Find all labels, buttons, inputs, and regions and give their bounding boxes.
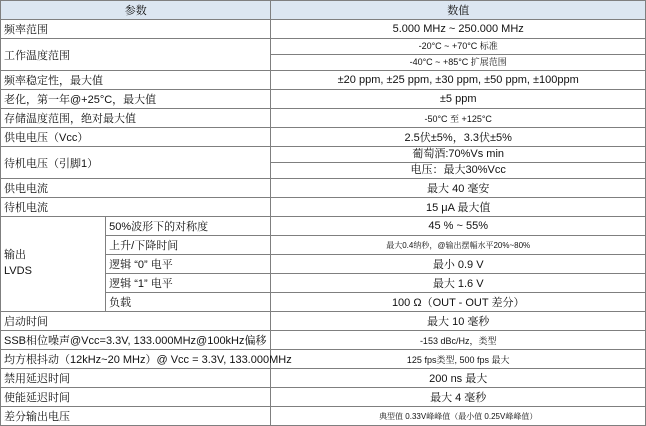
table-header-row [1,1,646,20]
row-value: 125 fps类型, 500 fps 最大 [271,350,646,369]
row-param-label: 使能延迟时间 [1,388,271,407]
table-row [1,128,646,147]
row-value: 最大 1.6 V [271,274,646,293]
row-param-label: 频率范围 [1,20,271,39]
row-value-line: 葡萄酒:70%Vs min [271,147,645,163]
table-row [1,71,646,90]
lvds-label: LVDS [4,265,32,277]
row-sub-label: 50%波形下的对称度 [106,217,271,236]
table-row [1,20,646,39]
row-param-label: 差分输出电压 [1,407,271,426]
row-value: -153 dBc/Hz，类型 [271,331,646,350]
row-sub-label: 负载 [106,293,271,312]
row-param-label: 存储温度范围，绝对最大值 [1,109,271,128]
row-value-stack [271,39,646,71]
table-header-param: 参数 [1,1,271,20]
table-row [1,388,646,407]
row-value: 200 ns 最大 [271,369,646,388]
row-param-label: SSB相位噪声@Vcc=3.3V, 133.000MHz@100kHz偏移 [1,331,271,350]
row-sub-label: 上升/下降时间 [106,236,271,255]
table-row [1,147,646,179]
row-param-label-output [1,217,106,312]
row-sub-label: 逻辑 “1” 电平 [106,274,271,293]
table-row [1,369,646,388]
row-value: 最小 0.9 V [271,255,646,274]
row-value: 100 Ω（OUT - OUT 差分） [271,293,646,312]
row-value: 最大0.4纳秒，@输出摆幅水平20%~80% [271,236,646,255]
table-row [1,312,646,331]
table-row [1,217,646,236]
row-value-line: -40°C ~ +85°C 扩展范围 [409,57,507,67]
row-sub-label: 逻辑 “0” 电平 [106,255,271,274]
row-param-label: 待机电压（引脚1） [1,147,271,179]
table-row [1,198,646,217]
output-label: 输出 [4,249,26,262]
row-param-label: 工作温度范围 [1,39,271,71]
row-value: 45 % ~ 55% [271,217,646,236]
row-param-label: 待机电流 [1,198,271,217]
row-param-label: 供电电压（Vcc） [1,128,271,147]
row-param-label: 频率稳定性，最大值 [1,71,271,90]
row-value-line: -20°C ~ +70°C 标准 [271,39,645,55]
table-row [1,407,646,426]
table-row [1,350,646,369]
row-param-label: 禁用延迟时间 [1,369,271,388]
row-value: -50°C 至 +125°C [271,109,646,128]
row-value: ±5 ppm [271,90,646,109]
table-row [1,331,646,350]
row-value: 最大 4 毫秒 [271,388,646,407]
row-param-label: 老化，第一年@+25°C，最大值 [1,90,271,109]
row-value: 最大 40 毫安 [271,179,646,198]
table-row [1,179,646,198]
row-value: 15 μA 最大值 [271,198,646,217]
row-value: 2.5伏±5%，3.3伏±5% [271,128,646,147]
table-row [1,39,646,71]
row-value: 5.000 MHz ~ 250.000 MHz [271,20,646,39]
row-value: 最大 10 毫秒 [271,312,646,331]
row-param-label: 启动时间 [1,312,271,331]
row-param-label: 均方根抖动（12kHz~20 MHz）@ Vcc = 3.3V, 133.000MHz [1,350,271,369]
row-value-line: 电压：最大30%Vcc [410,164,506,176]
row-value-stack [271,147,646,179]
row-value: ±20 ppm, ±25 ppm, ±30 ppm, ±50 ppm, ±100ppm [271,71,646,90]
table-row [1,109,646,128]
row-param-label: 供电电流 [1,179,271,198]
table-header-value: 数值 [271,1,646,20]
table-row [1,90,646,109]
row-value: 典型值 0.33V峰峰值（最小值 0.25V峰峰值） [271,407,646,426]
